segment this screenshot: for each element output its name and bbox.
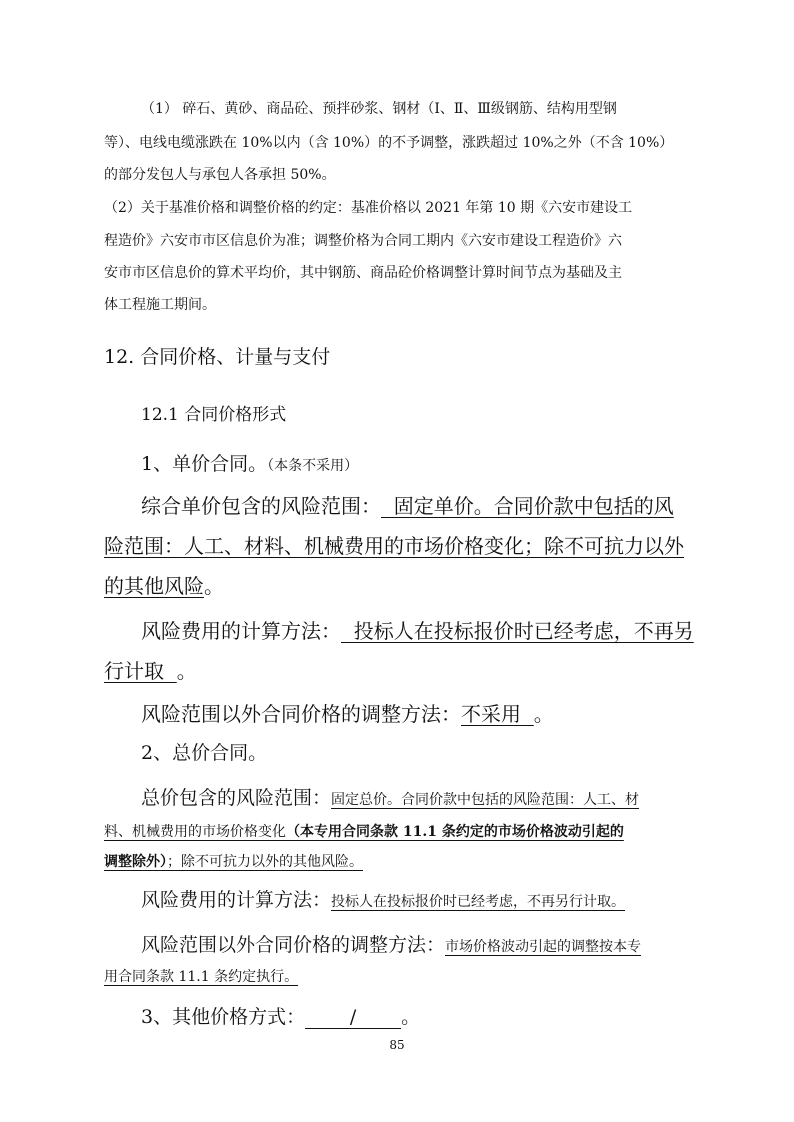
- lump-sum-adjust-value-2: 用合同条款 11.1 条约定执行。: [104, 969, 299, 985]
- other-price-label: 3、其他价格方式：: [141, 1006, 306, 1028]
- other-price-end: 。: [401, 1006, 421, 1028]
- unit-price-fee-label: 风险费用的计算方法：: [141, 619, 341, 643]
- unit-price-adjust-row: [141, 698, 554, 727]
- unit-price-adjust-label: 风险范围以外合同价格的调整方法：: [141, 702, 461, 726]
- lump-sum-risk-row2: [104, 821, 624, 841]
- clause1-line3: 的部分发包人与承包人各承担 50%。: [104, 167, 336, 183]
- unit-price-adjust-end: 。: [533, 702, 554, 726]
- lump-sum-adjust-row1: [141, 930, 641, 957]
- unit-price-fee-row2: [104, 655, 197, 684]
- unit-price-fee-value-1: 投标人在投标报价时已经考虑，不再另: [341, 619, 694, 643]
- lump-sum-adjust-row2: [104, 966, 298, 986]
- lump-sum-risk-label: 总价包含的风险范围：: [141, 787, 332, 809]
- lump-sum-risk-value-3a: 调整除外）: [104, 854, 167, 870]
- lump-sum-risk-value-2a: 料、机械费用的市场价格变化: [104, 824, 286, 840]
- clause2-line4: 体工程施工期间。: [104, 297, 216, 313]
- lump-sum-risk-value-1: 固定总价。合同价款中包括的风险范围：人工、材: [331, 792, 640, 808]
- unit-price-risk-row2: [104, 530, 684, 559]
- lump-sum-fee-row: [141, 885, 625, 912]
- unit-price-risk-end: 。: [204, 574, 224, 598]
- lump-sum-risk-row3: [104, 851, 363, 871]
- lump-sum-risk-value-3b: ；除不可抗力以外的其他风险。: [167, 854, 363, 870]
- lump-sum-risk-row1: [141, 783, 639, 810]
- lump-sum-fee-label: 风险费用的计算方法：: [141, 889, 332, 911]
- unit-price-fee-row1: [141, 615, 694, 644]
- unit-price-note: （本条不采用）: [267, 458, 359, 474]
- unit-price-risk-row3: [104, 570, 224, 599]
- clause2-line2: 程造价》六安市市区信息价为准；调整价格为合同工期内《六安市建设工程造价》六: [104, 233, 622, 249]
- section-12-1-heading: 12.1 合同价格形式: [141, 405, 287, 425]
- unit-price-risk-value-3: 的其他风险: [104, 574, 204, 598]
- lump-sum-adjust-label: 风险范围以外合同价格的调整方法：: [141, 934, 446, 956]
- other-price-row: [141, 1002, 420, 1029]
- clause2-line1: （2）关于基准价格和调整价格的约定：基准价格以 2021 年第 10 期《六安市建设工: [104, 200, 633, 216]
- clause1-line2: 等）、电线电缆涨跌在 10%以内（含 10%）的不予调整，涨跌超过 10%之外（不含 10%）: [104, 135, 674, 151]
- clause2-line3: 安市市区信息价的算术平均价，其中钢筋、商品砼价格调整计算时间节点为基础及主: [104, 265, 622, 281]
- unit-price-fee-value-2: 行计取: [104, 659, 177, 683]
- unit-price-risk-value-2: 险范围：人工、材料、机械费用的市场价格变化；除不可抗力以外: [104, 534, 684, 558]
- clause1-line1: （1） 碎石、黄砂、商品砼、预拌砂浆、钢材（Ⅰ、Ⅱ、Ⅲ级钢筋、结构用型钢: [141, 101, 617, 117]
- lump-sum-heading: 2、总价合同。: [141, 742, 268, 764]
- unit-price-heading: 1、单价合同。: [141, 453, 268, 475]
- lump-sum-risk-value-2b: （本专用合同条款 11.1 条约定的市场价格波动引起的: [286, 824, 624, 840]
- unit-price-heading-row: [141, 449, 358, 476]
- unit-price-risk-row1: [141, 490, 674, 519]
- section-12-heading: 12. 合同价格、计量与支付: [104, 346, 331, 368]
- unit-price-risk-label: 综合单价包含的风险范围：: [141, 494, 381, 518]
- page-number: 85: [389, 1038, 405, 1052]
- unit-price-adjust-value: 不采用: [461, 702, 534, 726]
- lump-sum-fee-value: 投标人在投标报价时已经考虑，不再另行计取。: [331, 894, 626, 910]
- other-price-value: /: [305, 1007, 401, 1029]
- lump-sum-adjust-value-1: 市场价格波动引起的调整按本专: [445, 939, 642, 955]
- unit-price-risk-value-1: 固定单价。合同价款中包括的风: [381, 494, 674, 518]
- unit-price-fee-end: 。: [176, 659, 197, 683]
